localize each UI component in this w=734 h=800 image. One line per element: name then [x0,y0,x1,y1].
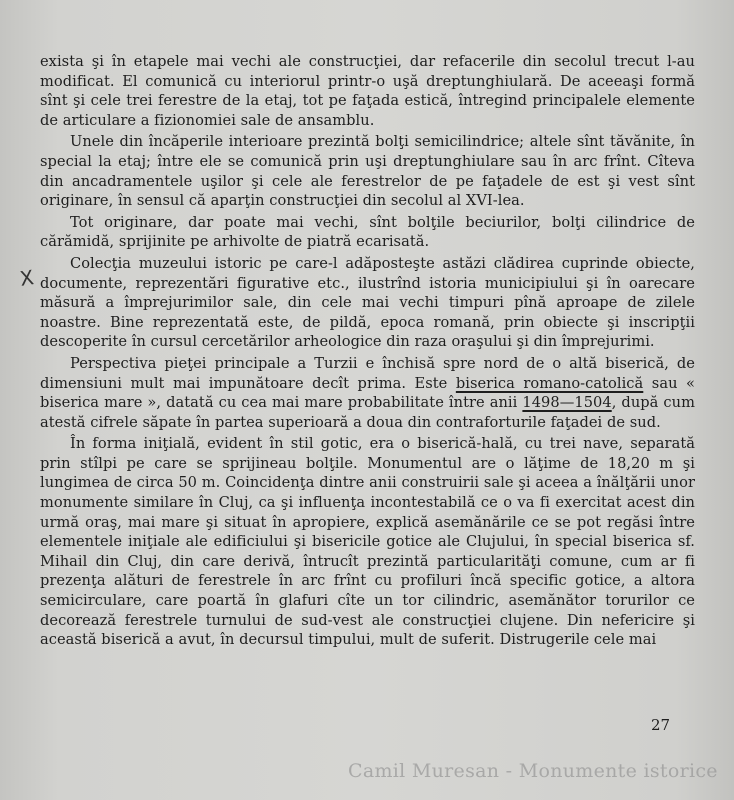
handwritten-margin-mark: X [18,265,36,291]
watermark: Camil Muresan - Monumente istorice [348,760,718,782]
text-run: exista şi în etapele mai vechi ale construcţiei, dar refacerile din secolul trecut l-au modificat. El comunică cu interiorul printr-o uşă dreptunghiulară. De aceeaşi formă sînt şi cele trei ferestre de la etaj, tot pe faţada estică, întregind principalele elemente de articulare a fizionomiei sale de ansamblu. [40,53,695,129]
underlined-text: 1498—1504 [522,394,612,412]
paragraph [40,354,695,432]
text-run: Unele din încăperile interioare prezintă bolţi semicilindrice; altele sînt tăvănite, în special la etaj; între ele se comunică prin uşi dreptunghiulare sau în arc frînt. Cîteva din ancadramentele uşilor şi cele ale ferestrelor de pe faţadele de est şi vest sînt originare, în sensul că aparţin construcţiei din secolul al XVI-lea. [40,133,695,210]
text-run: Perspectiva pieţei principale a Turzii e închisă spre nord de o altă biserică, de dimensiuni mult mai impunătoare decît prima. Este [40,354,695,392]
underlined-text: biserica romano-catolică [455,374,644,392]
text-run: sau « biserica mare », datată cu cea mai mare probabilitate între anii [40,374,695,412]
paragraph [40,254,695,352]
paragraph [40,434,695,650]
text-run: În forma iniţială, evident în stil gotic, era o biserică-hală, cu trei nave, separată prin stîlpi pe care se sprijineau bolţile. Monumentul are o lăţime de 18,20 m şi lungimea de circa 50 m. Coincidenţa dintre anii construirii sale şi aceea a înălţării unor monumente similare în Cluj, ca şi influenţa incontestabilă ce o va fi exercitat acest din urmă oraş, mai mare şi situat în apropiere, explică asemănările ce se pot regăsi între elementele iniţiale ale edificiului şi bisericile gotice ale Clujului, în special biserica sf. Mihail din Cluj, din care derivă, întrucît prezintă particularităţi comune, cum ar fi prezenţa alături de ferestrele în arc frînt cu profiluri încă specific gotice, a altora semicirculare, care poartă în glafuri cîte un tor cilindric, asemănător torurilor ce decorează ferestrele turnului de sud-vest ale construcţiei clujene. Din nefericire şi această biserică a avut, în decursul timpului, mult de suferit. Distrugerile cele mai [40,435,695,649]
text-run: , după cum atestă cifrele săpate în partea superioară a doua din contraforturile faţadei de sud. [40,394,695,431]
page-number: 27 [651,716,671,734]
body-text [40,52,695,650]
text-run: Colecţia muzeului istoric pe care-l adăposteşte astăzi clădirea cuprinde obiecte, documente, reprezentări figurative etc., ilustrînd istoria municipiului şi în oarecare măsură a împrejurimilor sale, din cele mai vechi timpuri pînă aproape de zilele noastre. Bine reprezentată este, de pildă, epoca romană, prin obiecte şi inscripţii descoperite în cursul cercetărilor arheologice din raza oraşului şi din împrejurimi. [40,254,695,351]
text-run: Tot originare, dar poate mai vechi, sînt bolţile beciurilor, bolţi cilindrice de cărămidă, sprijinite pe arhivolte de piatră ecarisată. [40,213,695,251]
paragraph [40,213,695,252]
paragraph [40,52,695,130]
paragraph [40,132,695,210]
